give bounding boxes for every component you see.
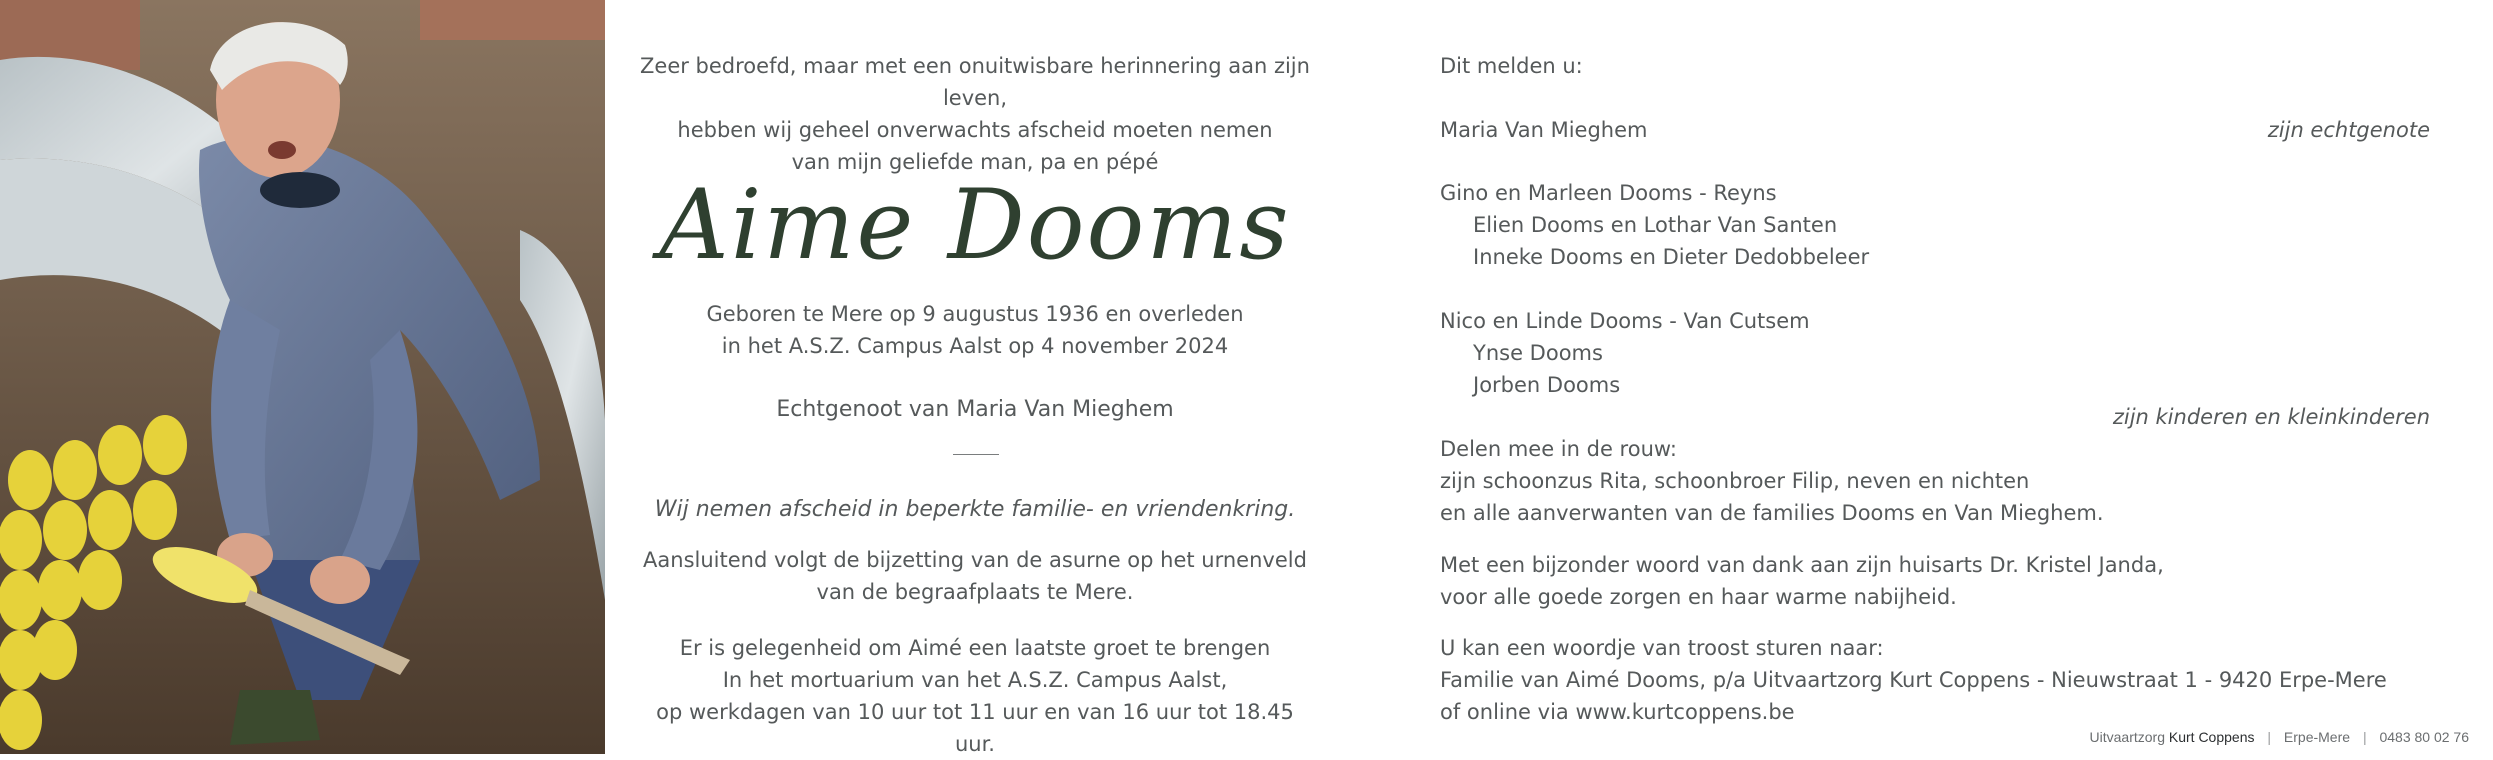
- footer-company-name: Kurt Coppens: [2168, 729, 2255, 745]
- portrait-photo: [0, 0, 605, 754]
- thanks-line: voor alle goede zorgen en haar warme nabijheid.: [1440, 585, 1957, 609]
- footer-location: Erpe-Mere: [2283, 729, 2351, 745]
- farewell-line: Wij nemen afscheid in beperkte familie- en vriendenkring.: [654, 497, 1296, 522]
- visit-text: [640, 632, 1310, 760]
- footer-phone: 0483 80 02 76: [2379, 729, 2469, 745]
- born-line: in het A.S.Z. Campus Aalst op 4 november 2024: [721, 334, 1229, 358]
- intro-line: hebben wij geheel onverwachts afscheid moeten nemen: [677, 118, 1273, 142]
- footer: [2090, 729, 2469, 745]
- footer-separator: |: [2267, 729, 2272, 745]
- condolence-line: U kan een woordje van troost sturen naar:: [1440, 636, 1884, 660]
- signature-text: Aime Dooms: [659, 169, 1291, 281]
- footer-company-prefix: Uitvaartzorg: [2089, 729, 2165, 745]
- thanks-line: Met een bijzonder woord van dank aan zijn huisarts Dr. Kristel Janda,: [1440, 553, 2164, 577]
- intro-line: van mijn geliefde man, pa en pépé: [791, 150, 1159, 174]
- mourning-line: zijn schoonzus Rita, schoonbroer Filip, neven en nichten: [1440, 469, 2030, 493]
- spouse-relation: zijn echtgenote: [2267, 118, 2430, 142]
- grandchild-name: Elien Dooms en Lothar Van Santen: [1473, 213, 1838, 237]
- family-heading: Dit melden u:: [1440, 54, 1583, 78]
- condolence-address: Familie van Aimé Dooms, p/a Uitvaartzorg Kurt Coppens - Nieuwstraat 1 - 9420 Erpe-Mere: [1440, 668, 2387, 692]
- announcement-column: [640, 0, 1310, 754]
- divider: [953, 454, 999, 455]
- family-column: [1440, 0, 2460, 754]
- born-line: Geboren te Mere op 9 augustus 1936 en overleden: [706, 302, 1244, 326]
- born-text: [640, 298, 1310, 362]
- grandchild-name: Jorben Dooms: [1473, 373, 1621, 397]
- burial-text: [640, 544, 1310, 608]
- mourning-line: en alle aanverwanten van de families Dooms en Van Mieghem.: [1440, 501, 2104, 525]
- visit-line: op werkdagen van 10 uur tot 11 uur en van 16 uur tot 18.45 uur.: [656, 700, 1294, 756]
- child-name: Nico en Linde Dooms - Van Cutsem: [1440, 309, 1810, 333]
- condolence-website: of online via www.kurtcoppens.be: [1440, 700, 1795, 724]
- visit-line: In het mortuarium van het A.S.Z. Campus Aalst,: [722, 668, 1228, 692]
- children-relation: zijn kinderen en kleinkinderen: [2112, 405, 2430, 429]
- mourning-line: Delen mee in de rouw:: [1440, 437, 1677, 461]
- spouse-line: Echtgenoot van Maria Van Mieghem: [776, 397, 1174, 422]
- intro-line: Zeer bedroefd, maar met een onuitwisbare herinnering aan zijn leven,: [640, 54, 1310, 110]
- visit-line: Er is gelegenheid om Aimé een laatste groet te brengen: [679, 636, 1271, 660]
- footer-separator: |: [2362, 729, 2367, 745]
- grandchild-name: Inneke Dooms en Dieter Dedobbeleer: [1473, 245, 1870, 269]
- child-name: Gino en Marleen Dooms - Reyns: [1440, 181, 1777, 205]
- spouse-name: Maria Van Mieghem: [1440, 118, 1648, 142]
- grandchild-name: Ynse Dooms: [1473, 341, 1603, 365]
- burial-line: van de begraafplaats te Mere.: [816, 580, 1134, 604]
- burial-line: Aansluitend volgt de bijzetting van de asurne op het urnenveld: [643, 548, 1307, 572]
- name-signature: [640, 150, 1310, 300]
